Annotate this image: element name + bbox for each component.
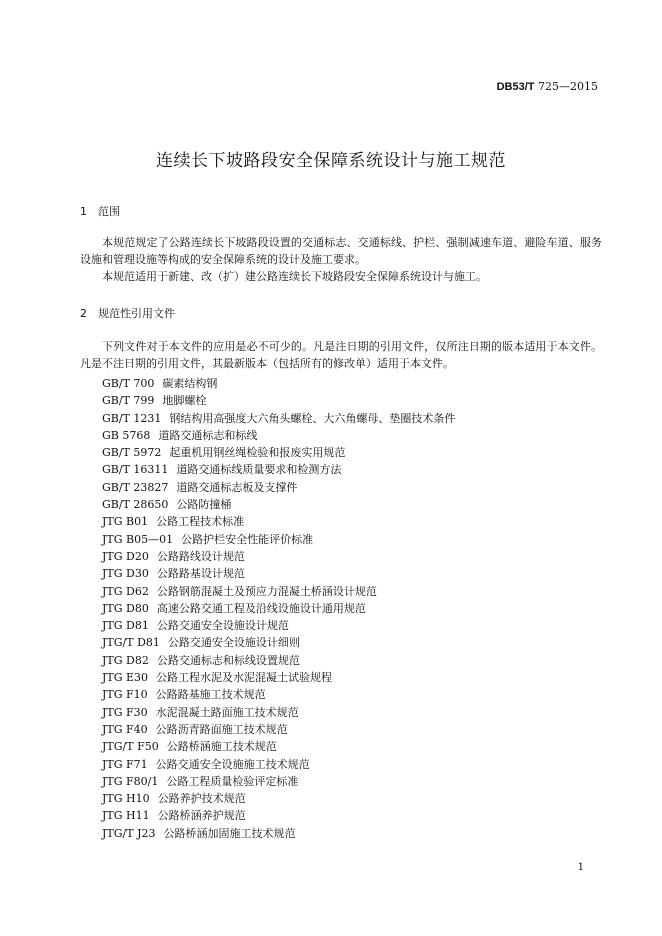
reference-code: JTG/T D81 bbox=[102, 636, 160, 650]
reference-code: JTG/T J23 bbox=[102, 826, 156, 840]
reference-item bbox=[102, 461, 455, 478]
document-title: 连续长下坡路段安全保障系统设计与施工规范 bbox=[156, 151, 506, 171]
reference-code: JTG H10 bbox=[102, 792, 150, 806]
reference-title: 公路路基施工技术规范 bbox=[155, 688, 266, 702]
reference-code: JTG D81 bbox=[102, 619, 149, 633]
section-2-heading bbox=[80, 305, 175, 321]
reference-item bbox=[102, 496, 455, 513]
reference-title: 地脚螺栓 bbox=[162, 394, 207, 408]
reference-title: 水泥混凝土路面施工技术规范 bbox=[155, 705, 299, 719]
reference-code: JTG D20 bbox=[102, 549, 149, 563]
reference-code: JTG/T F50 bbox=[102, 740, 159, 754]
page-number: 1 bbox=[577, 862, 584, 873]
reference-title: 公路桥涵养护规范 bbox=[157, 809, 246, 823]
standard-number: 725—2015 bbox=[538, 80, 598, 93]
reference-item bbox=[102, 583, 455, 600]
section-1-number: 1 bbox=[80, 205, 87, 218]
reference-title: 公路防撞桶 bbox=[176, 498, 232, 512]
reference-code: JTG F40 bbox=[102, 722, 148, 736]
reference-item bbox=[102, 427, 455, 444]
reference-item bbox=[102, 531, 455, 548]
reference-title: 道路交通标志和标线 bbox=[158, 428, 258, 442]
reference-code: GB 5768 bbox=[102, 428, 151, 442]
reference-item bbox=[102, 738, 455, 755]
reference-code: GB/T 16311 bbox=[102, 463, 169, 477]
reference-item bbox=[102, 686, 455, 703]
section-2-title: 规范性引用文件 bbox=[98, 307, 175, 320]
reference-code: GB/T 28650 bbox=[102, 498, 169, 512]
reference-title: 公路桥涵施工技术规范 bbox=[166, 740, 277, 754]
reference-title: 高速公路交通工程及沿线设施设计通用规范 bbox=[156, 601, 366, 615]
reference-item bbox=[102, 721, 455, 738]
reference-title: 公路路基设计规范 bbox=[156, 567, 245, 581]
reference-code: GB/T 799 bbox=[102, 394, 155, 408]
section-2-number: 2 bbox=[80, 307, 87, 320]
reference-title: 碳素结构钢 bbox=[162, 377, 218, 390]
reference-item bbox=[102, 652, 455, 669]
reference-item bbox=[102, 617, 455, 634]
reference-item bbox=[102, 392, 455, 409]
reference-title: 公路护栏安全性能评价标准 bbox=[181, 532, 314, 546]
reference-item bbox=[102, 807, 455, 824]
reference-code: JTG B01 bbox=[102, 515, 149, 529]
reference-code: JTG F30 bbox=[102, 705, 148, 719]
standard-prefix: DB53/T bbox=[496, 81, 535, 93]
reference-title: 公路交通安全设施施工技术规范 bbox=[155, 757, 310, 771]
reference-code: JTG F10 bbox=[102, 688, 148, 702]
reference-code: JTG E30 bbox=[102, 671, 149, 685]
reference-item bbox=[102, 634, 455, 651]
reference-title: 钢结构用高强度大六角头螺栓、大六角螺母、垫圈技术条件 bbox=[169, 411, 456, 425]
section-1-paragraph-2: 本规范适用于新建、改（扩）建公路连续长下坡路段安全保障系统设计与施工。 bbox=[102, 270, 487, 283]
reference-item bbox=[102, 479, 455, 496]
reference-code: GB/T 700 bbox=[102, 377, 155, 390]
reference-item bbox=[102, 565, 455, 582]
reference-item bbox=[102, 669, 455, 686]
reference-code: JTG D80 bbox=[102, 601, 149, 615]
document-header bbox=[497, 80, 598, 93]
reference-title: 起重机用钢丝绳检验和报废实用规范 bbox=[169, 446, 346, 460]
reference-code: GB/T 5972 bbox=[102, 446, 162, 460]
reference-code: JTG F80/1 bbox=[102, 774, 159, 788]
reference-item bbox=[102, 444, 455, 461]
reference-title: 公路沥青路面施工技术规范 bbox=[155, 722, 288, 736]
reference-title: 公路桥涵加固施工技术规范 bbox=[163, 826, 296, 840]
reference-code: JTG D82 bbox=[102, 653, 149, 667]
reference-item bbox=[102, 704, 455, 721]
reference-code: GB/T 23827 bbox=[102, 480, 169, 494]
reference-item bbox=[102, 756, 455, 773]
reference-code: JTG H11 bbox=[102, 809, 150, 823]
section-1-heading bbox=[80, 203, 120, 219]
reference-title: 公路工程水泥及水泥混凝土试验规程 bbox=[156, 671, 333, 685]
reference-code: JTG D62 bbox=[102, 584, 149, 598]
reference-title: 公路工程质量检验评定标准 bbox=[166, 774, 299, 788]
reference-item bbox=[102, 375, 455, 392]
reference-code: GB/T 1231 bbox=[102, 411, 162, 425]
reference-item bbox=[102, 790, 455, 807]
reference-item bbox=[102, 825, 455, 842]
reference-title: 公路工程技术标准 bbox=[156, 515, 245, 529]
reference-title: 道路交通标线质量要求和检测方法 bbox=[176, 463, 342, 477]
section-1-title: 范围 bbox=[98, 205, 120, 218]
reference-code: JTG B05—01 bbox=[102, 532, 174, 546]
reference-title: 公路交通安全设施设计规范 bbox=[156, 619, 289, 633]
reference-list bbox=[102, 375, 455, 842]
reference-item bbox=[102, 600, 455, 617]
reference-code: JTG F71 bbox=[102, 757, 148, 771]
reference-item bbox=[102, 548, 455, 565]
reference-code: JTG D30 bbox=[102, 567, 149, 581]
reference-title: 公路路线设计规范 bbox=[156, 549, 245, 563]
reference-item bbox=[102, 410, 455, 427]
reference-title: 道路交通标志板及支撑件 bbox=[176, 480, 298, 494]
section-1-paragraph-1: 本规范规定了公路连续长下坡路段设置的交通标志、交通标线、护栏、强制减速车道、避险车道、服务设施和管理设施等构成的安全保障系统的设计及施工要求。 bbox=[80, 236, 602, 266]
reference-item bbox=[102, 513, 455, 530]
reference-title: 公路交通标志和标线设置规范 bbox=[156, 653, 300, 667]
reference-title: 公路钢筋混凝土及预应力混凝土桥涵设计规范 bbox=[156, 584, 377, 598]
section-2-intro: 下列文件对于本文件的应用是必不可少的。凡是注日期的引用文件，仅所注日期的版本适用于本文件。凡是不注日期的引用文件，其最新版本（包括所有的修改单）适用于本文件。 bbox=[80, 340, 602, 370]
reference-title: 公路养护技术规范 bbox=[157, 792, 246, 806]
reference-item bbox=[102, 773, 455, 790]
reference-title: 公路交通安全设施设计细则 bbox=[167, 636, 300, 650]
